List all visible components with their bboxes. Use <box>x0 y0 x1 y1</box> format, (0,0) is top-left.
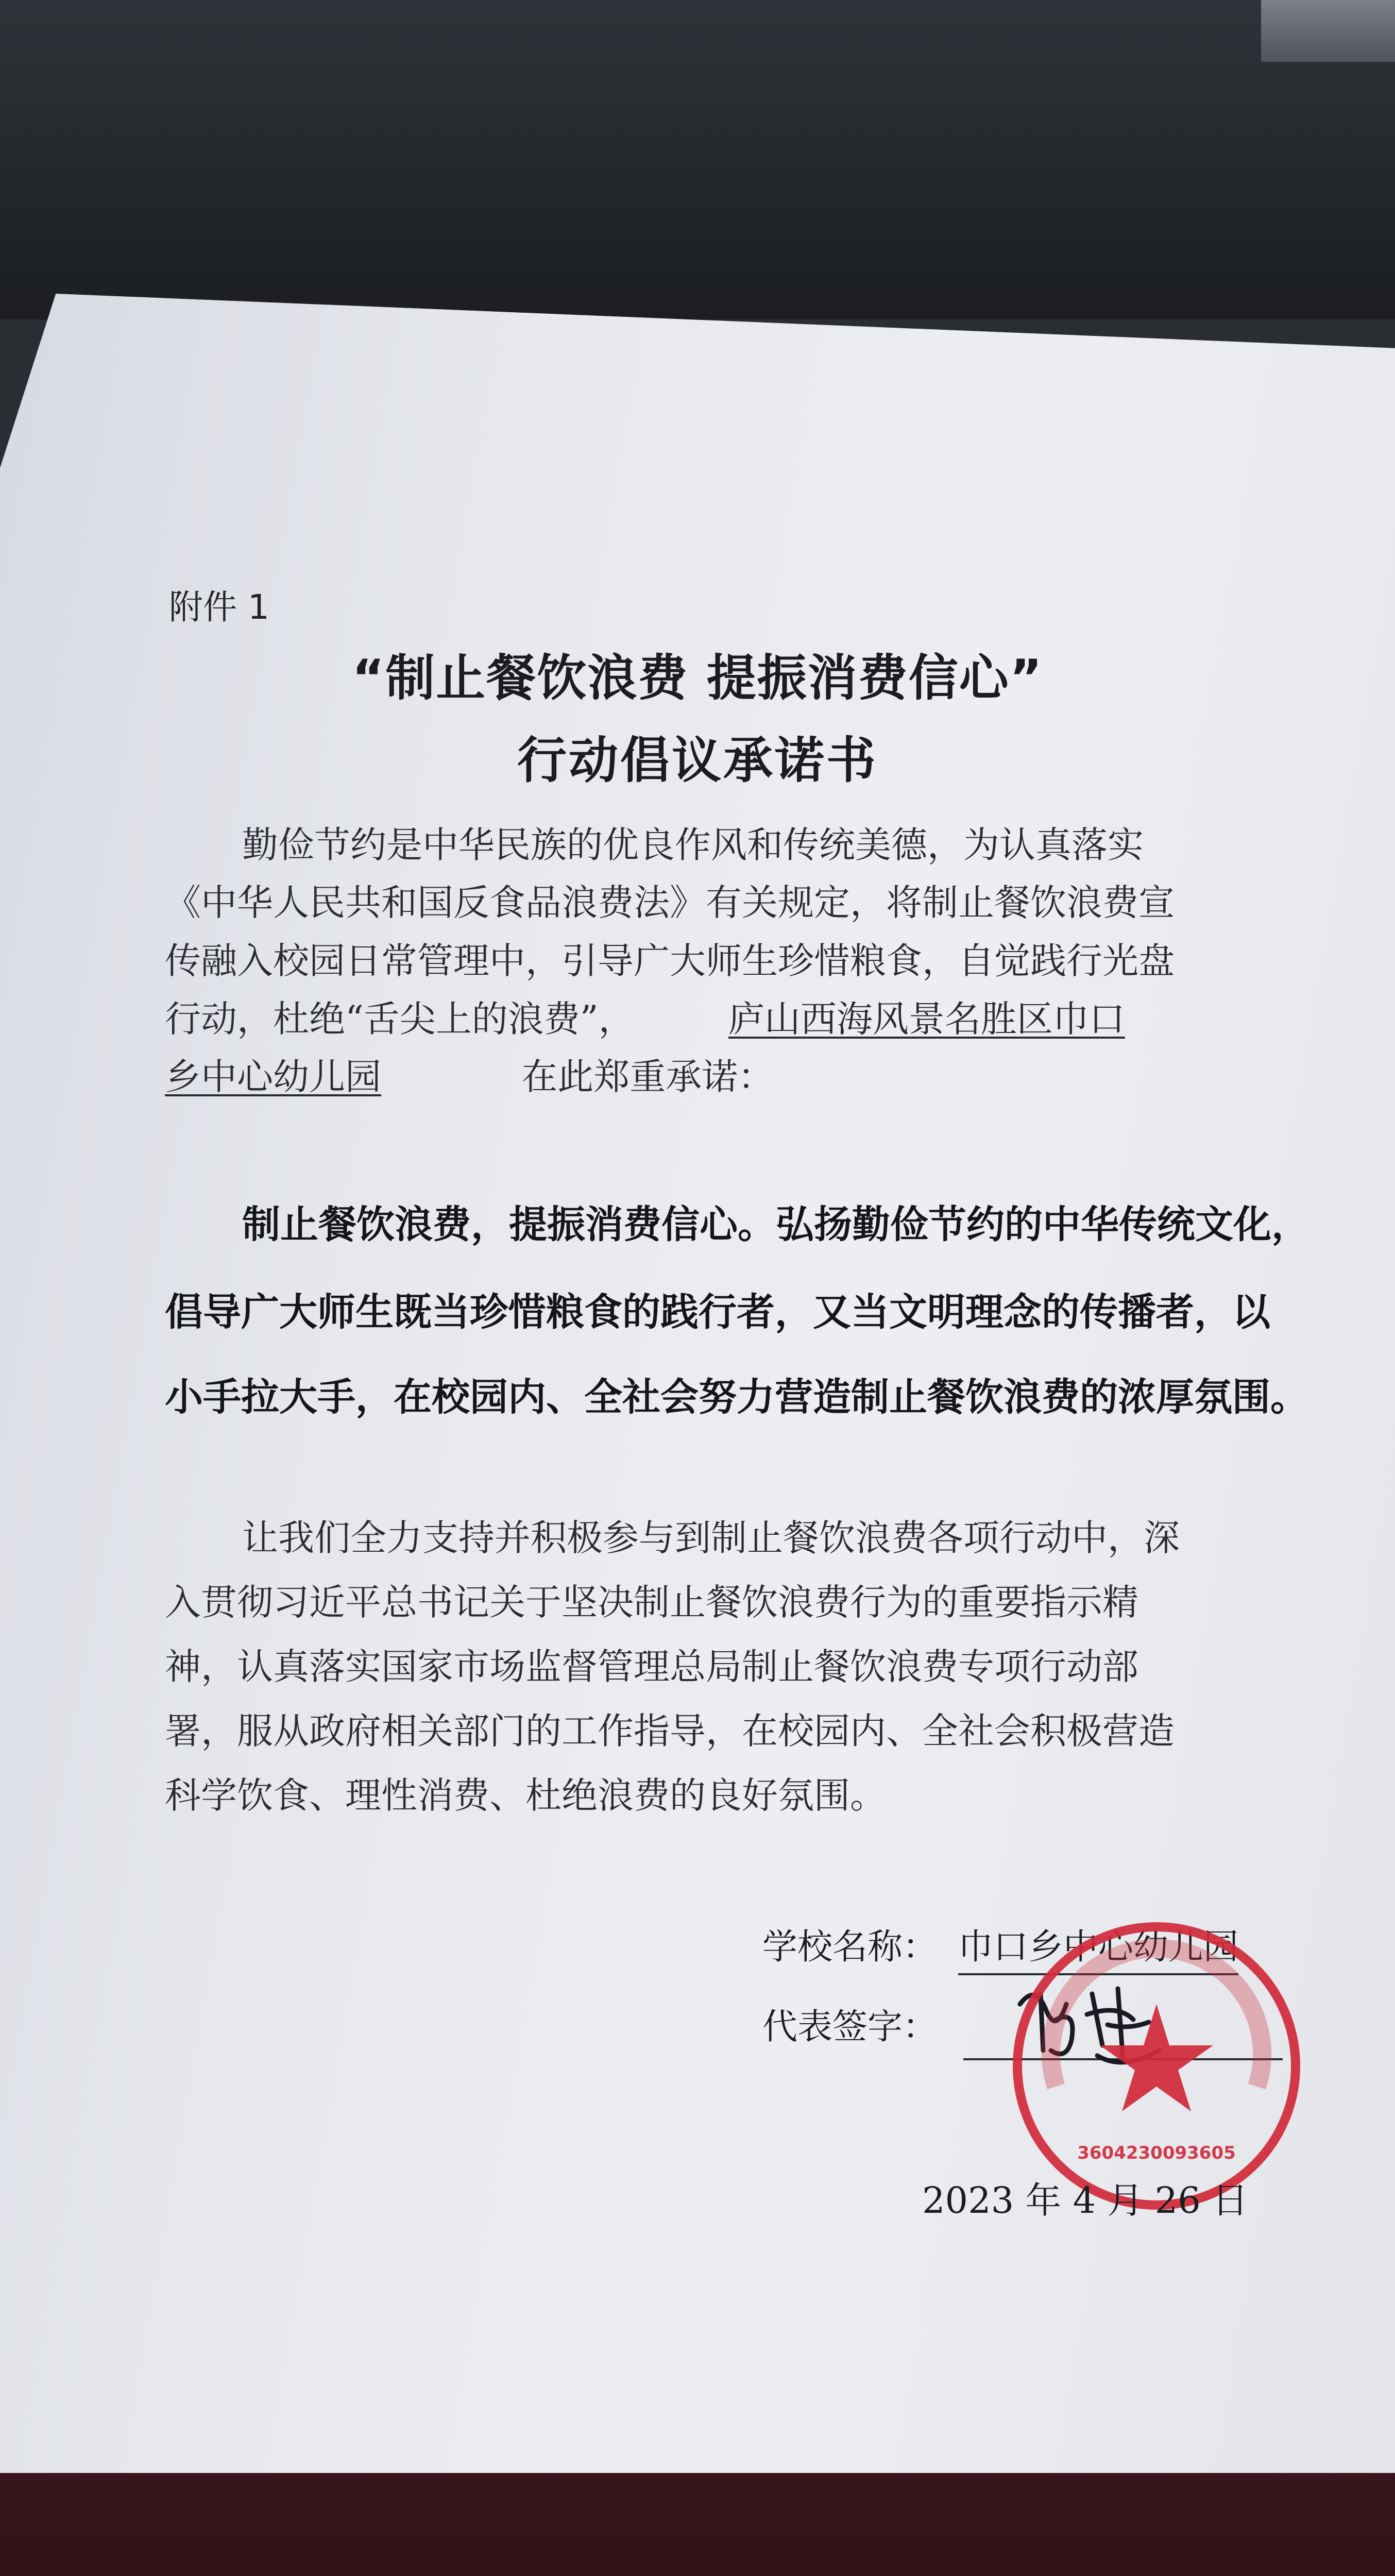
paragraph-text: 在此郑重承诺： <box>521 1056 774 1098</box>
paragraph-line: 《中华人民共和国反食品浪费法》有关规定，将制止餐饮浪费宣 <box>165 882 1175 924</box>
commitment-line: 制止餐饮浪费，提振消费信心。弘扬勤俭节约的中华传统文化， <box>242 1202 1309 1247</box>
school-name-label: 学校名称： <box>762 1927 938 1968</box>
paragraph-line: 科学饮食、理性消费、杜绝浪费的良好氛围。 <box>165 1774 886 1817</box>
commitment-line: 小手拉大手，在校园内、全社会努力营造制止餐饮浪费的浓厚氛围。 <box>165 1375 1308 1419</box>
paragraph-line: 署，服从政府相关部门的工作指导，在校园内、全社会积极营造 <box>165 1710 1175 1752</box>
representative-signature-label: 代表签字： <box>762 2007 938 2047</box>
school-name-value: 巾口乡中心幼儿园 <box>958 1919 1238 1975</box>
paragraph-line <box>165 1056 774 1098</box>
document-date: 2023 年 4 月 26 日 <box>922 2179 1249 2222</box>
paragraph-line: 神，认真落实国家市场监督管理总局制止餐饮浪费专项行动部 <box>165 1646 1138 1688</box>
official-seal <box>1007 1917 1306 2215</box>
fill-in-blank-school-cont: 乡中心幼儿园 <box>165 1056 381 1098</box>
attachment-label: 附件 1 <box>169 587 269 627</box>
paragraph-text: 行动，杜绝“舌尖上的浪费”， <box>165 998 635 1040</box>
paragraph-line: 入贯彻习近平总书记关于坚决制止餐饮浪费行为的重要指示精 <box>165 1581 1138 1623</box>
paragraph-line: 让我们全力支持并积极参与到制止餐饮浪费各项行动中，深 <box>242 1517 1180 1559</box>
seal-number: 3604230093605 <box>1077 2143 1236 2163</box>
commitment-line: 倡导广大师生既当珍惜粮食的践行者，又当文明理念的传播者，以 <box>165 1290 1270 1334</box>
fill-in-blank-school: 庐山西海风景名胜区巾口 <box>728 998 1125 1040</box>
paragraph-line <box>165 998 1125 1040</box>
document-subtitle: 行动倡议承诺书 <box>517 732 878 789</box>
document-title: “制止餐饮浪费 提振消费信心” <box>352 649 1043 707</box>
paragraph-line: 勤俭节约是中华民族的优良作风和传统美德，为认真落实 <box>242 824 1144 866</box>
paragraph-line: 传融入校园日常管理中，引导广大师生珍惜粮食，自觉践行光盘 <box>165 940 1175 982</box>
